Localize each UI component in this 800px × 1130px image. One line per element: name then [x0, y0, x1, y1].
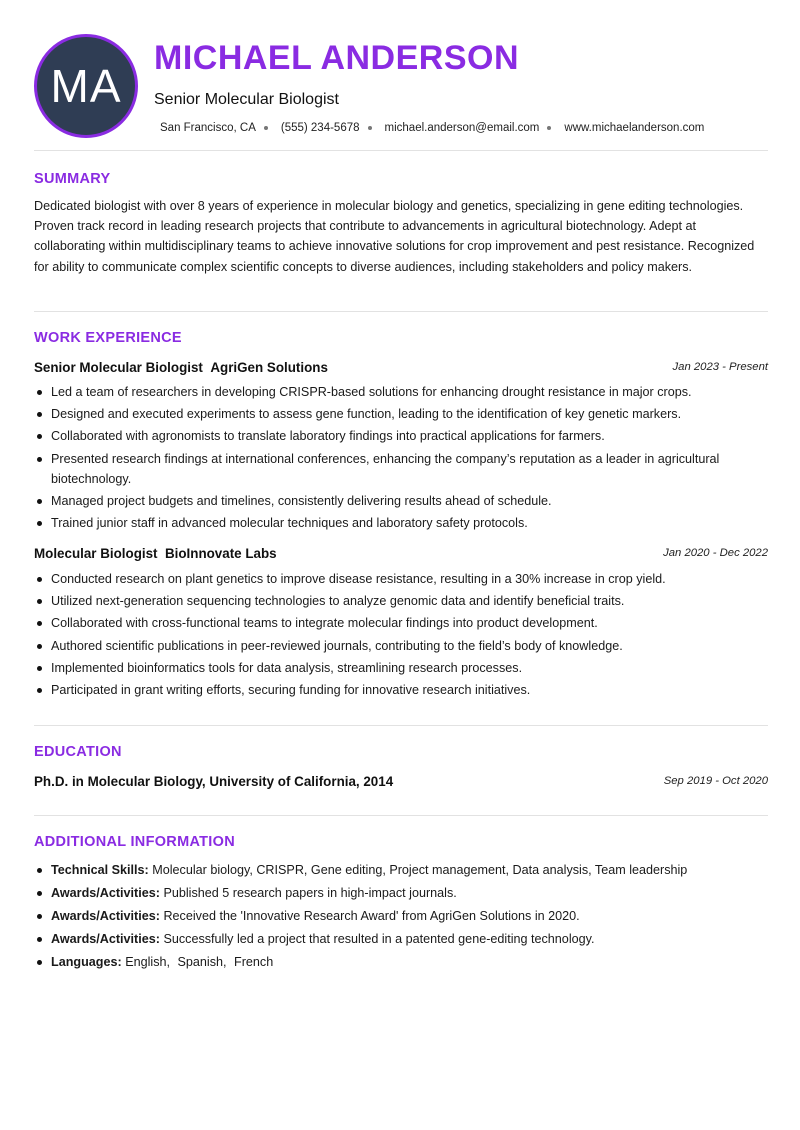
info-label: Awards/Activities:: [51, 909, 160, 923]
info-value: Molecular biology, CRISPR, Gene editing, Project management, Data analysis, Team leadership: [152, 863, 688, 877]
work-experience-heading: WORK EXPERIENCE: [34, 330, 182, 346]
education-entry: [34, 772, 768, 790]
list-item: [34, 906, 768, 926]
list-item: [34, 860, 768, 880]
info-label: Awards/Activities:: [51, 932, 160, 946]
job-role-company: [34, 360, 328, 375]
section-divider: [34, 815, 768, 816]
list-item: Led a team of researchers in developing CRISPR-based solutions for enhancing drought resistance in major crops.: [34, 382, 768, 402]
contact-phone: (555) 234-5678: [280, 122, 360, 134]
info-value: Received the 'Innovative Research Award' from AgriGen Solutions in 2020.: [163, 909, 580, 923]
avatar: [34, 34, 138, 138]
list-item: Designed and executed experiments to assess gene function, leading to the identification of key genetic markers.: [34, 404, 768, 424]
contact-location: San Francisco, CA: [160, 122, 256, 134]
job-role-company: [34, 546, 277, 561]
job-company: AgriGen Solutions: [210, 359, 328, 375]
job-title: Senior Molecular Biologist: [154, 91, 339, 108]
list-item: Participated in grant writing efforts, securing funding for innovative research initiatives.: [34, 680, 768, 700]
additional-info-list: [34, 860, 768, 975]
section-divider: [34, 150, 768, 151]
list-item: Collaborated with agronomists to translate laboratory findings into practical applications for farmers.: [34, 426, 768, 446]
job-company: BioInnovate Labs: [164, 545, 277, 561]
list-item: [34, 929, 768, 949]
info-label: Technical Skills:: [51, 863, 149, 877]
list-item: Presented research findings at international conferences, enhancing the company’s reputation as a leader in agricultural biotechnology.: [34, 449, 768, 489]
info-label: Languages:: [51, 955, 122, 969]
list-item: Utilized next-generation sequencing technologies to analyze genomic data and identify beneficial traits.: [34, 591, 768, 611]
contact-website[interactable]: www.michaelanderson.com: [564, 122, 705, 134]
education-heading: EDUCATION: [34, 744, 122, 760]
language: Spanish,: [177, 955, 227, 969]
contact-email[interactable]: michael.anderson@email.com: [384, 122, 540, 134]
info-label: Awards/Activities:: [51, 886, 160, 900]
job-role: Molecular Biologist: [34, 545, 158, 561]
additional-info-heading: ADDITIONAL INFORMATION: [34, 834, 235, 850]
education-degree: Ph.D. in Molecular Biology, University of California, 2014: [34, 773, 394, 789]
list-item: Collaborated with cross-functional teams to integrate molecular findings into product development.: [34, 613, 768, 633]
job-header: [34, 544, 768, 562]
job-bullets: [34, 382, 768, 535]
language: French: [234, 955, 274, 969]
job-role: Senior Molecular Biologist: [34, 359, 203, 375]
contact-line: [160, 120, 704, 136]
candidate-name: MICHAEL ANDERSON: [154, 39, 520, 77]
list-item: Implemented bioinformatics tools for data analysis, streamlining research processes.: [34, 658, 768, 678]
resume-header: [34, 34, 768, 138]
job-bullets: [34, 569, 768, 702]
job-header: [34, 358, 768, 376]
languages-item: [34, 952, 768, 972]
list-item: [34, 883, 768, 903]
info-value: Published 5 research papers in high-impact journals.: [163, 886, 457, 900]
summary-text: Dedicated biologist with over 8 years of experience in molecular biology and genetics, specializing in gene editing technologies. Proven track record in leading research projects that contribute to advancements in agricultural biotechnology. Adept at collaborating within multidisciplinary teams to achieve innovative solutions for crop improvement and pest resistance. Recognized for ability to communicate complex scientific concepts to diverse audiences, including stakeholders and policy makers.: [34, 199, 755, 274]
education-dates: Sep 2019 - Oct 2020: [663, 775, 768, 787]
separator-dot-icon: [368, 126, 372, 130]
separator-dot-icon: [547, 126, 551, 130]
language: English,: [125, 955, 170, 969]
section-divider: [34, 725, 768, 726]
job-dates: Jan 2020 - Dec 2022: [663, 547, 768, 559]
avatar-initials: MA: [50, 60, 122, 112]
separator-dot-icon: [264, 126, 268, 130]
list-item: Authored scientific publications in peer-reviewed journals, contributing to the field’s body of knowledge.: [34, 636, 768, 656]
list-item: Managed project budgets and timelines, consistently delivering results ahead of schedule.: [34, 491, 768, 511]
summary-heading: SUMMARY: [34, 171, 111, 187]
list-item: Trained junior staff in advanced molecular techniques and laboratory safety protocols.: [34, 513, 768, 533]
section-divider: [34, 311, 768, 312]
list-item: Conducted research on plant genetics to improve disease resistance, resulting in a 30% increase in crop yield.: [34, 569, 768, 589]
info-value: Successfully led a project that resulted in a patented gene-editing technology.: [163, 932, 595, 946]
job-dates: Jan 2023 - Present: [672, 361, 768, 373]
